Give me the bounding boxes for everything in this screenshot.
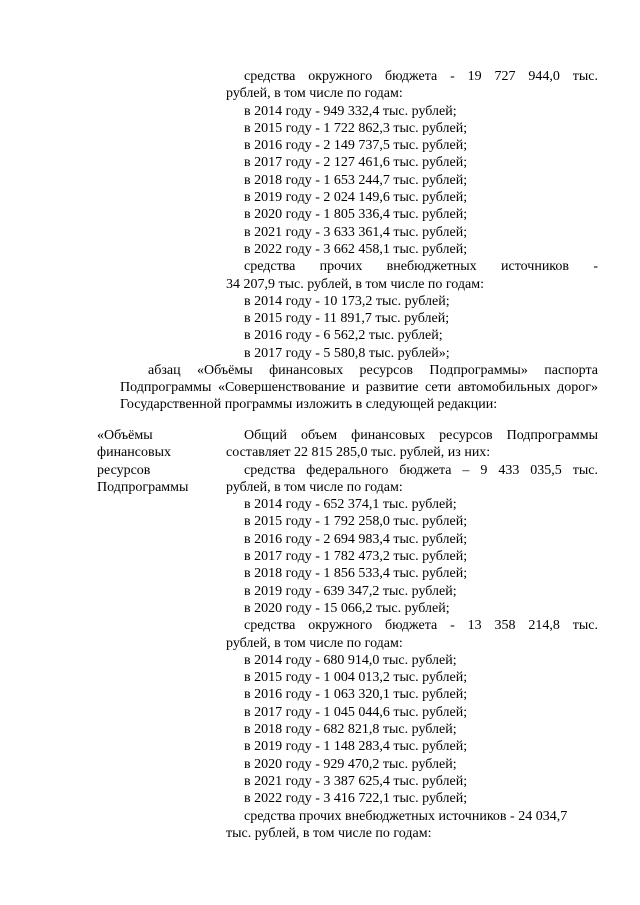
year-line: в 2020 году - 15 066,2 тыс. рублей; — [244, 600, 450, 616]
year-line: в 2015 году - 11 891,7 тыс. рублей; — [244, 311, 450, 327]
year-line: в 2017 году - 2 127 461,6 тыс. рублей; — [244, 155, 468, 171]
total-line-2: составляет 22 815 285,0 тыс. рублей, из них: — [226, 445, 491, 461]
year-line: в 2020 году - 1 805 336,4 тыс. рублей; — [244, 207, 468, 223]
okr-budget-block-1 — [226, 68, 598, 362]
year-line: в 2021 году - 3 633 361,4 тыс. рублей; — [244, 224, 468, 240]
year-line: в 2015 году - 1 004 013,2 тыс. рублей; — [244, 670, 468, 686]
year-line: в 2019 году - 639 347,2 тыс. рублей; — [244, 583, 457, 599]
year-line: в 2014 году - 680 914,0 тыс. рублей; — [244, 652, 457, 668]
new-wording-block — [226, 427, 598, 842]
amendment-line-3: Государственной программы изложить в следующей редакции: — [120, 397, 498, 413]
year-line: в 2017 году - 1 782 473,2 тыс. рублей; — [244, 549, 468, 565]
year-line: в 2014 году - 652 374,1 тыс. рублей; — [244, 497, 457, 513]
year-line: в 2018 году - 1 653 244,7 тыс. рублей; — [244, 172, 468, 188]
okr-budget-line-2: рублей, в том числе по годам: — [226, 86, 403, 102]
federal-budget-line-2: рублей, в том числе по годам: — [226, 479, 403, 495]
year-line: в 2016 году - 1 063 320,1 тыс. рублей; — [244, 687, 468, 703]
amendment-line-2: Подпрограммы «Совершенствование и развитие сети автомобильных дорог» — [120, 380, 598, 395]
year-line: в 2016 году - 2 149 737,5 тыс. рублей; — [244, 138, 468, 154]
extrabudget-line: средства прочих внебюджетных источников - — [244, 259, 598, 275]
year-line: в 2021 году - 3 387 625,4 тыс. рублей; — [244, 773, 468, 789]
year-line: в 2020 году - 929 470,2 тыс. рублей; — [244, 756, 457, 772]
okr-budget-line: средства окружного бюджета - 19 727 944,0 тыс. — [244, 69, 598, 84]
year-line: в 2015 году - 1 792 258,0 тыс. рублей; — [244, 514, 468, 530]
year-line: в 2015 году - 1 722 862,3 тыс. рублей; — [244, 120, 468, 136]
year-line: в 2014 году - 949 332,4 тыс. рублей; — [244, 103, 457, 119]
amendment-paragraph-cont — [120, 379, 598, 414]
year-line: в 2017 году - 5 580,8 тыс. рублей»; — [244, 345, 450, 361]
year-line: в 2019 году - 1 148 283,4 тыс. рублей; — [244, 739, 468, 755]
year-line: в 2016 году - 2 694 983,4 тыс. рублей; — [244, 531, 468, 547]
extrabudget-line: средства прочих внебюджетных источников - 24 034,7 — [244, 808, 568, 824]
extrabudget-line-2: тыс. рублей, в том числе по годам: — [226, 825, 432, 841]
okr-budget-line: средства окружного бюджета - 13 358 214,8 тыс. — [244, 618, 598, 634]
year-line: в 2019 году - 2 024 149,6 тыс. рублей; — [244, 190, 468, 206]
year-line: в 2018 году - 1 856 533,4 тыс. рублей; — [244, 566, 468, 582]
extrabudget-line-2: 34 207,9 тыс. рублей, в том числе по годам: — [226, 276, 484, 292]
amendment-line-1: абзац «Объёмы финансовых ресурсов Подпрограммы» паспорта — [148, 363, 598, 378]
year-line: в 2022 году - 3 416 722,1 тыс. рублей; — [244, 791, 468, 807]
amendment-paragraph — [120, 362, 598, 379]
okr-budget-line-2: рублей, в том числе по годам: — [226, 635, 403, 651]
label-line: «Объёмы — [97, 428, 153, 443]
year-line: в 2018 году - 682 821,8 тыс. рублей; — [244, 722, 457, 738]
total-line: Общий объем финансовых ресурсов Подпрограммы — [244, 428, 598, 443]
label-line: Подпрограммы — [97, 479, 189, 495]
year-line: в 2017 году - 1 045 044,6 тыс. рублей; — [244, 704, 468, 720]
section-label — [97, 427, 217, 496]
label-line: ресурсов — [97, 462, 151, 478]
year-line: в 2016 году - 6 562,2 тыс. рублей; — [244, 328, 443, 344]
year-line: в 2022 году - 3 662 458,1 тыс. рублей; — [244, 241, 468, 257]
federal-budget-line: средства федерального бюджета – 9 433 035,5 тыс. — [244, 462, 598, 478]
year-line: в 2014 году - 10 173,2 тыс. рублей; — [244, 293, 450, 309]
label-line: финансовых — [97, 445, 171, 461]
